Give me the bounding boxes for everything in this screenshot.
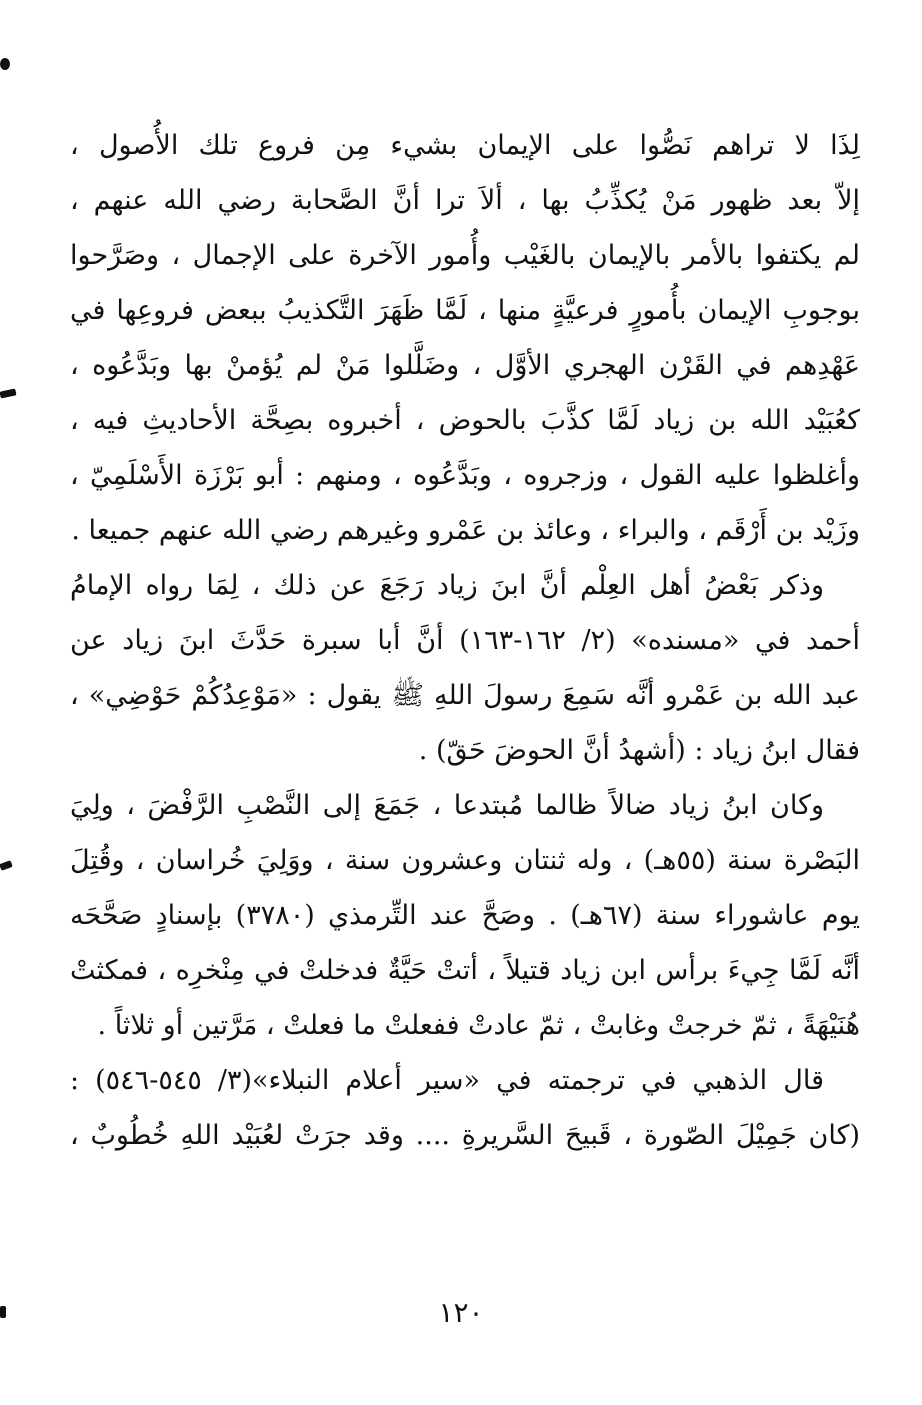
text-line: قال الذهبي في ترجمته في «سير أعلام النبلاء»(٣/ ٥٤٥-٥٤٦) : <box>70 1065 824 1096</box>
text-line: البَصْرة سنة (٥٥هـ) ، وله ثنتان وعشرون سنة ، ووَلِيَ خُراسان ، وقُتِلَ <box>70 845 860 876</box>
text-line: عبد الله بن عَمْرو أنَّه سَمِعَ رسولَ اللهِ ﷺ يقول : «مَوْعِدُكُمْ حَوْضِي» ، <box>70 680 860 711</box>
text-line: عَهْدِهم في القَرْن الهجري الأوَّل ، وضَلَّلوا مَنْ لم يُؤمنْ بها وبَدَّعُوه ، <box>70 350 860 381</box>
text-line: أحمد في «مسنده» (٢/ ١٦٢-١٦٣) أنَّ أبا سبرة حَدَّثَ ابنَ زياد عن <box>70 625 860 656</box>
scan-mark <box>0 860 13 871</box>
text-line: (كان جَمِيْلَ الصّورة ، قَبيحَ السَّريرةِ .... وقد جرَتْ لعُبَيْد اللهِ خُطُوبٌ ، <box>70 1120 860 1151</box>
text-line: أنَّه لَمَّا جِيءَ برأس ابن زياد قتيلاً ، أتتْ حَيَّةٌ فدخلتْ في مِنْخرِه ، فمكثتْ <box>70 955 860 986</box>
text-line: وذكر بَعْضُ أهل العِلْم أنَّ ابنَ زياد رَجَعَ عن ذلك ، لِمَا رواه الإمامُ <box>70 570 824 601</box>
scan-mark <box>0 58 10 70</box>
text-line: هُنَيْهَةً ، ثمّ خرجتْ وغابتْ ، ثمّ عادتْ ففعلتْ ما فعلتْ ، مَرَّتين أو ثلاثاً . <box>97 1010 860 1041</box>
text-line: بوجوبِ الإيمان بأُمورٍ فرعيَّةٍ منها ، لَمَّا ظَهَرَ التَّكذيبُ ببعض فروعِها في <box>70 295 860 326</box>
text-line: لِذَا لا تراهم نَصُّوا على الإيمان بشيء مِن فروع تلك الأُصول ، <box>70 130 860 161</box>
page-number: ١٢٠ <box>438 1296 484 1329</box>
body-text <box>70 118 860 1163</box>
scan-mark <box>0 388 17 398</box>
text-line: إلاّ بعد ظهور مَنْ يُكذِّبُ بها ، ألاَ ترا أنَّ الصَّحابة رضي الله عنهم ، <box>70 185 860 216</box>
text-line: فقال ابنُ زياد : (أشهدُ أنَّ الحوضَ حَقّ) . <box>418 735 860 766</box>
text-line: كعُبَيْد الله بن زياد لَمَّا كذَّبَ بالحوض ، أخبروه بصِحَّة الأحاديثِ فيه ، <box>70 405 860 436</box>
text-line: وكان ابنُ زياد ضالاً ظالما مُبتدعا ، جَمَعَ إلى النَّصْبِ الرَّفْضَ ، ولِيَ <box>70 790 824 821</box>
text-line: وأغلظوا عليه القول ، وزجروه ، وبَدَّعُوه ، ومنهم : أبو بَرْزَة الأَسْلَمِيّ ، <box>70 460 860 491</box>
text-line: يوم عاشوراء سنة (٦٧هـ) . وصَحَّ عند التِّرمذي (٣٧٨٠) بإسنادٍ صَحَّحَه <box>70 900 860 931</box>
text-line: وزَيْد بن أَرْقَم ، والبراء ، وعائذ بن عَمْرو وغيرهم رضي الله عنهم جميعا . <box>71 515 860 546</box>
text-line: لم يكتفوا بالأمر بالإيمان بالغَيْب وأُمور الآخرة على الإجمال ، وصَرَّحوا <box>70 240 860 271</box>
